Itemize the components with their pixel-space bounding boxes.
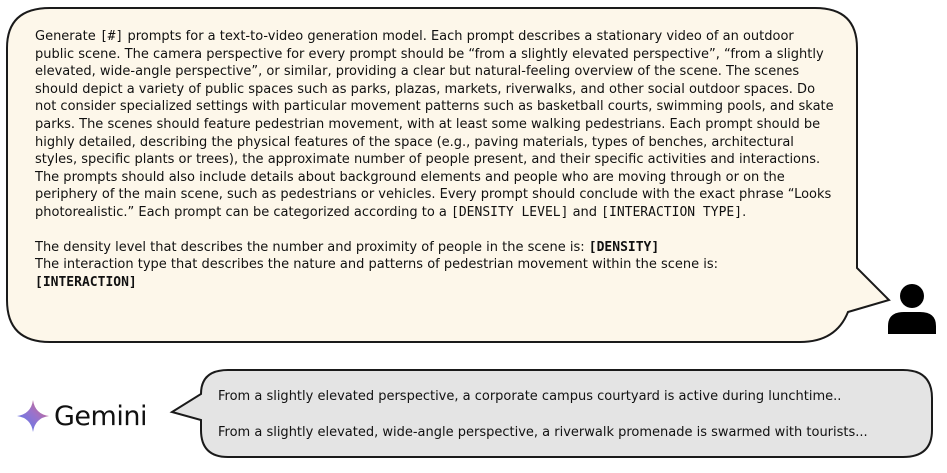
prompt-code-density: [DENSITY] bbox=[588, 239, 660, 255]
prompt-text-part: The interaction type that describes the nature and patterns of pedestrian movement within the scene is: bbox=[35, 257, 719, 273]
prompt-text-part: and bbox=[568, 204, 602, 220]
prompt-code-interaction-type: [INTERACTION TYPE] bbox=[601, 204, 743, 220]
prompt-text-part: . bbox=[742, 204, 747, 220]
prompt-code-interaction: [INTERACTION] bbox=[35, 274, 137, 290]
prompt-paragraph-density bbox=[35, 239, 835, 257]
response-line: From a slightly elevated perspective, a corporate campus courtyard is active during lunchtime.. bbox=[218, 389, 842, 404]
person-icon bbox=[886, 282, 938, 334]
prompt-code-count: [#] bbox=[99, 29, 124, 44]
prompt-paragraph-interaction bbox=[35, 256, 835, 291]
gemini-logo bbox=[16, 399, 147, 433]
prompt-paragraph-main bbox=[35, 28, 835, 222]
response-line: From a slightly elevated, wide-angle perspective, a riverwalk promenade is swarmed with tourists... bbox=[218, 425, 868, 440]
gemini-sparkle-icon bbox=[16, 399, 50, 433]
response-bubble bbox=[172, 370, 932, 457]
model-name: Gemini bbox=[54, 400, 147, 432]
prompt-text-part: prompts for a text-to-video generation model. Each prompt describes a stationary video of an outdoor public scene. The camera perspective for every prompt should be “from a slightly elevated perspective”, “from a slightly elevated, wide-angle perspective”, or similar, providing a clear but natural-feeling overview of the scene. The scenes should depict a variety of public spaces such as parks, plazas, markets, riverwalks, and other social outdoor spaces. Do not consider specialized settings with particular movement patterns such as basketball courts, swimming pools, and skate parks. The scenes should feature pedestrian movement, with at least some walking pedestrians. Each prompt should be highly detailed, describing the physical features of the space (e.g., paving materials, types of benches, architectural styles, specific plants or trees), the approximate number of people present, and their specific activities and interactions. The prompts should also include details about background elements and people who are moving through or on the periphery of the main scene, such as pedestrians or vehicles. Every prompt should conclude with the exact phrase “Looks photorealistic.” Each prompt can be categorized according to a bbox=[35, 29, 834, 220]
prompt-code-density-level: [DENSITY LEVEL] bbox=[451, 204, 569, 220]
prompt-text bbox=[35, 28, 835, 291]
prompt-text-part: Generate bbox=[35, 29, 100, 44]
paragraph-gap bbox=[35, 222, 835, 239]
prompt-text-part: The density level that describes the number and proximity of people in the scene is: bbox=[35, 239, 589, 255]
